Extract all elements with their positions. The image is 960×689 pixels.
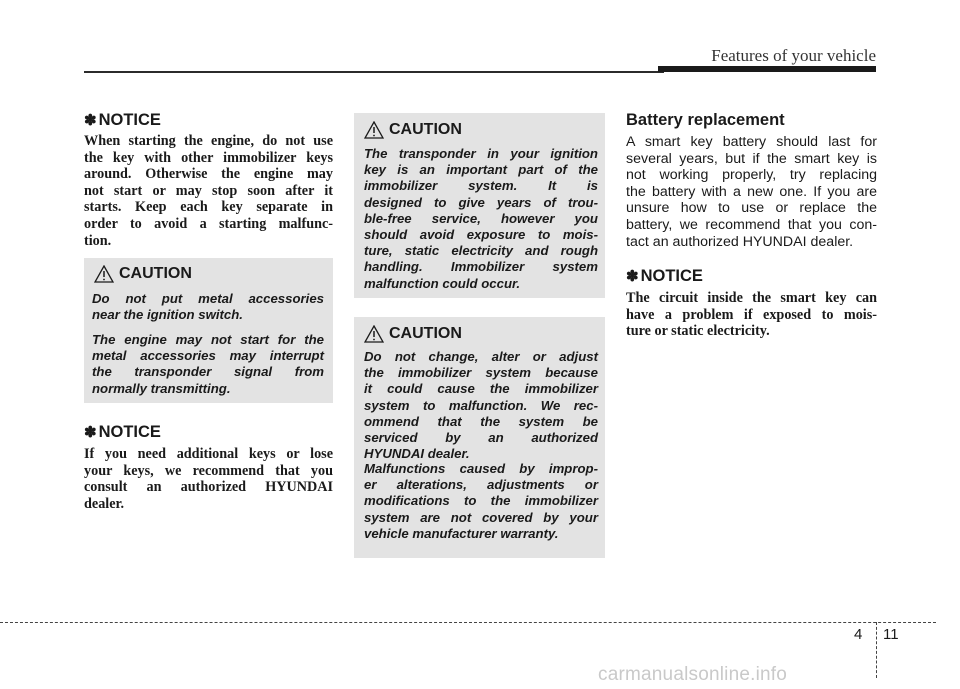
text-line: immobilizer system. It is — [364, 178, 598, 194]
text-line: the battery with a new one. If you are — [626, 183, 877, 200]
warning-triangle-icon — [94, 265, 114, 283]
text-line: tion. — [84, 232, 112, 249]
caution-box — [354, 113, 605, 298]
notice-star-icon: ✽ — [626, 268, 639, 285]
text-line: dealer. — [84, 495, 125, 512]
text-line: battery, we recommend that you con- — [626, 216, 877, 233]
text-line: near the ignition switch. — [92, 307, 243, 323]
notice-star-icon: ✽ — [84, 424, 97, 441]
text-line: Do not put metal accessories — [92, 291, 324, 306]
notice-heading-label: NOTICE — [98, 423, 161, 441]
text-line: metal accessories may interrupt — [92, 348, 324, 364]
text-line: should avoid exposure to mois- — [364, 227, 598, 243]
text-line: ble-free service, however you — [364, 210, 598, 226]
text-line: A smart key battery should last for — [626, 134, 877, 150]
text-line: it could cause the immobilizer — [364, 381, 598, 397]
text-line: ture or static electricity. — [626, 323, 770, 340]
text-line: ture, static electricity and rough — [364, 243, 598, 259]
text-line: malfunction could occur. — [364, 275, 521, 291]
text-line: handling. Immobilizer system — [364, 259, 598, 275]
warning-triangle-icon — [364, 121, 384, 139]
text-line: order to avoid a starting malfunc- — [84, 215, 333, 232]
notice-heading-label: NOTICE — [98, 111, 161, 129]
page-number: 11 — [883, 626, 899, 643]
text-line: your keys, we recommend that you — [84, 462, 333, 479]
caution-heading — [364, 325, 462, 343]
battery-body — [626, 134, 877, 250]
footer-divider — [876, 622, 877, 678]
text-line: The circuit inside the smart key can — [626, 290, 877, 306]
text-line: er alterations, adjustments or — [364, 477, 598, 493]
text-line: system are not covered by your — [364, 509, 598, 525]
text-line: Do not change, alter or adjust — [364, 349, 598, 364]
caution-box — [354, 317, 605, 558]
text-line: tact an authorized HYUNDAI dealer. — [626, 233, 854, 250]
caution-paragraph — [364, 461, 598, 542]
text-line: starts. Keep each key separate in — [84, 199, 333, 216]
text-line: Malfunctions caused by improp- — [364, 461, 598, 476]
text-line: not start or may stop soon after it — [84, 182, 333, 199]
text-line: several years, but if the smart key is — [626, 150, 877, 167]
caution-heading-label: CAUTION — [389, 121, 462, 138]
caution-paragraph — [92, 291, 324, 323]
text-line: The transponder in your ignition — [364, 146, 598, 161]
caution-paragraph — [92, 332, 324, 397]
section-heading: Battery replacement — [626, 111, 785, 129]
text-line: system to malfunction. We rec- — [364, 397, 598, 413]
notice-heading — [84, 111, 161, 130]
text-line: key is an important part of the — [364, 162, 598, 178]
caution-paragraph — [364, 349, 598, 462]
page-header-title: Features of your vehicle — [711, 46, 876, 65]
notice-body — [84, 446, 333, 512]
notice-body — [84, 133, 333, 249]
notice-star-icon: ✽ — [84, 112, 97, 129]
text-line: If you need additional keys or lose — [84, 446, 333, 462]
notice-heading — [626, 267, 703, 286]
header-rule-accent — [658, 66, 876, 72]
text-line: modifications to the immobilizer — [364, 493, 598, 509]
text-line: designed to give years of trou- — [364, 194, 598, 210]
text-line: ommend that the system be — [364, 413, 598, 429]
text-line: serviced by an authorized — [364, 430, 598, 446]
notice-body — [626, 290, 877, 340]
caution-box — [84, 258, 333, 403]
caution-heading-label: CAUTION — [389, 325, 462, 342]
text-line: The engine may not start for the — [92, 332, 324, 347]
warning-triangle-icon — [364, 325, 384, 343]
notice-heading — [84, 423, 161, 442]
text-line: not working properly, try replacing — [626, 167, 877, 184]
text-line: the key with other immobilizer keys — [84, 149, 333, 166]
text-line: have a problem if exposed to mois- — [626, 306, 877, 323]
text-line: When starting the engine, do not use — [84, 133, 333, 149]
text-line: vehicle manufacturer warranty. — [364, 525, 559, 541]
chapter-number: 4 — [854, 626, 863, 643]
text-line: HYUNDAI dealer. — [364, 446, 470, 462]
text-line: unsure how to use or replace the — [626, 200, 877, 217]
text-line: normally transmitting. — [92, 380, 231, 396]
watermark: carmanualsonline.info — [598, 664, 788, 685]
caution-heading-label: CAUTION — [119, 265, 192, 282]
header-rule — [84, 71, 664, 73]
notice-heading-label: NOTICE — [640, 267, 703, 285]
text-line: the immobilizer system because — [364, 365, 598, 381]
text-line: around. Otherwise the engine may — [84, 166, 333, 183]
footer-rule — [0, 622, 936, 623]
caution-heading — [364, 121, 462, 139]
text-line: the transponder signal from — [92, 364, 324, 380]
caution-heading — [94, 265, 192, 283]
caution-paragraph — [364, 146, 598, 292]
text-line: consult an authorized HYUNDAI — [84, 479, 333, 496]
